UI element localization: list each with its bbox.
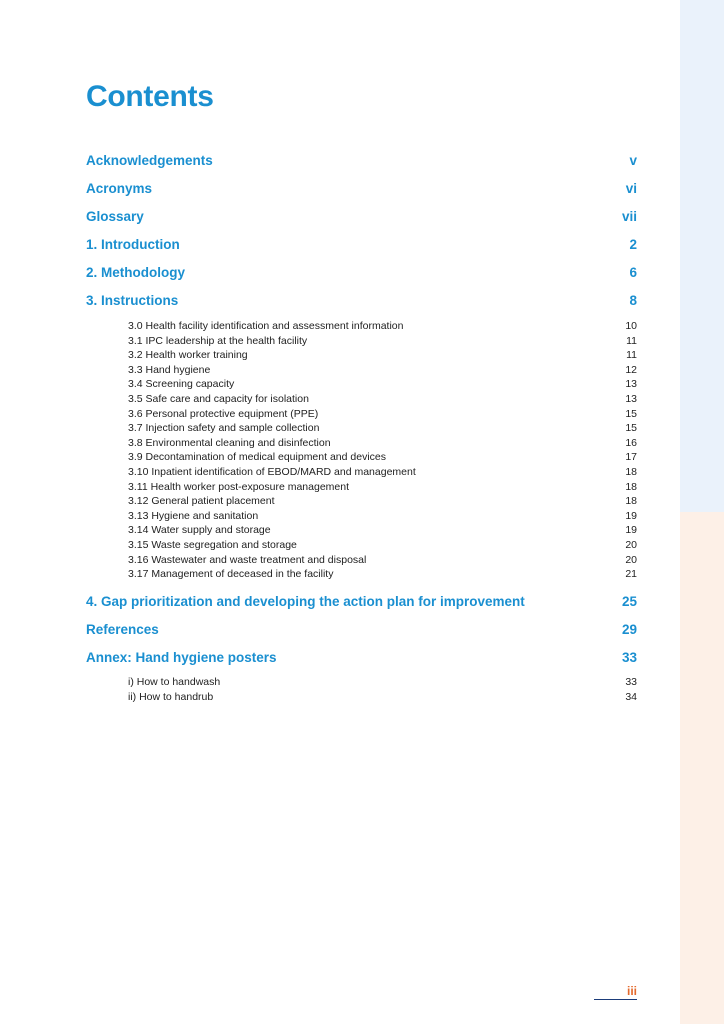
toc-subitem[interactable] [128, 436, 637, 450]
toc-subitem-label: i) How to handwash [128, 676, 221, 688]
page-number-rule [594, 999, 637, 1000]
toc-subitem-label: 3.10 Inpatient identification of EBOD/MARD and management [128, 466, 416, 478]
toc-subitem-label: 3.1 IPC leadership at the health facility [128, 334, 308, 347]
toc-subitem-label: 3.11 Health worker post-exposure management [128, 480, 350, 493]
toc-entry-page: v [629, 153, 637, 168]
toc-subitem-page: 20 [625, 553, 637, 566]
toc-subitem-page: 18 [625, 495, 637, 508]
toc-entry-label: Acronyms [86, 181, 153, 196]
side-band-blue [680, 0, 724, 512]
toc-entry-page: vi [625, 181, 637, 196]
toc-subitem[interactable] [128, 407, 637, 421]
toc-entry-page: 33 [621, 650, 637, 665]
toc-entry-label: 1. Introduction [86, 237, 180, 252]
page-title: Contents [86, 80, 214, 113]
toc-subitem-label: 3.0 Health facility identification and assessment information [128, 320, 404, 332]
toc-subitem-page: 18 [625, 466, 637, 478]
toc-subitem-label: 3.9 Decontamination of medical equipment and devices [128, 451, 386, 464]
toc-entry-label: 3. Instructions [86, 293, 179, 308]
side-band-peach [680, 512, 724, 1024]
toc-subitem[interactable] [128, 509, 637, 523]
toc-subitem-label: 3.7 Injection safety and sample collection [128, 422, 320, 435]
toc-subitem-label: 3.8 Environmental cleaning and disinfection [128, 436, 331, 449]
toc-subitem[interactable] [128, 377, 637, 391]
toc-subitem-page: 33 [625, 676, 637, 688]
toc-entry-label: Glossary [86, 209, 144, 224]
toc-subitem[interactable] [128, 334, 637, 348]
toc-subitem-label: 3.14 Water supply and storage [128, 524, 271, 537]
toc-subitem-page: 10 [625, 320, 637, 332]
toc-entry-label: 4. Gap prioritization and developing the action plan for improvement [86, 594, 525, 609]
toc-entry-page: 2 [629, 237, 637, 252]
page-number: iii [626, 984, 637, 998]
toc-entry-label: References [86, 622, 159, 637]
toc-subitem-page: 11 [626, 349, 637, 362]
toc-subitem-page: 19 [625, 524, 637, 537]
toc-acronyms[interactable] [86, 180, 637, 198]
toc-subitem-label: ii) How to handrub [128, 691, 214, 703]
toc-subitem[interactable] [128, 494, 637, 508]
toc-subitem-page: 15 [625, 407, 637, 420]
toc-annex[interactable] [86, 649, 637, 667]
toc-introduction[interactable] [86, 236, 637, 254]
toc-subitem[interactable] [128, 690, 637, 704]
toc-entry-page: 8 [629, 293, 637, 308]
toc-subitem[interactable] [128, 675, 637, 689]
toc-subitem-label: 3.5 Safe care and capacity for isolation [128, 393, 309, 405]
toc-subitem-page: 19 [625, 509, 637, 522]
toc-subitem[interactable] [128, 523, 637, 537]
toc-subitem-page: 13 [625, 378, 637, 391]
toc-subitem-page: 17 [625, 451, 637, 464]
toc-acknowledgements[interactable] [86, 152, 637, 170]
toc-subitem[interactable] [128, 450, 637, 464]
toc-subitem-label: 3.17 Management of deceased in the facility [128, 568, 334, 581]
toc-entry-page: vii [621, 209, 637, 224]
toc-subitem[interactable] [128, 421, 637, 435]
toc-glossary[interactable] [86, 208, 637, 226]
toc-subitem-page: 16 [625, 436, 637, 449]
toc-subitem-label: 3.3 Hand hygiene [128, 363, 211, 376]
toc-methodology[interactable] [86, 264, 637, 282]
toc-subitem-label: 3.15 Waste segregation and storage [128, 539, 297, 551]
toc-subitem-label: 3.16 Wastewater and waste treatment and disposal [128, 553, 367, 566]
toc-subitem[interactable] [128, 553, 637, 567]
toc-references[interactable] [86, 621, 637, 639]
toc-subitem[interactable] [128, 567, 637, 581]
toc-entry-page: 29 [621, 622, 637, 637]
toc-instructions[interactable] [86, 292, 637, 310]
toc-subitem-label: 3.4 Screening capacity [128, 378, 235, 391]
toc-subitem-label: 3.6 Personal protective equipment (PPE) [128, 407, 319, 420]
toc-subitem[interactable] [128, 480, 637, 494]
toc-subitem-page: 18 [625, 480, 637, 493]
toc-subitem[interactable] [128, 392, 637, 406]
toc-subitem[interactable] [128, 465, 637, 479]
toc-subitem-page: 20 [625, 539, 637, 551]
toc-subitem[interactable] [128, 538, 637, 552]
toc-subitem[interactable] [128, 363, 637, 377]
toc-subitem[interactable] [128, 348, 637, 362]
toc-subitem[interactable] [128, 319, 637, 333]
toc-subitem-label: 3.2 Health worker training [128, 349, 248, 362]
toc-subitem-page: 12 [625, 363, 637, 376]
toc-subitem-page: 15 [625, 422, 637, 435]
toc-subitem-page: 34 [625, 691, 637, 703]
toc-subitem-page: 21 [625, 568, 637, 581]
toc-subitem-page: 13 [625, 393, 637, 405]
toc-subitem-label: 3.12 General patient placement [128, 495, 275, 508]
toc-entry-label: 2. Methodology [86, 265, 185, 280]
toc-entry-label: Acknowledgements [86, 153, 213, 168]
toc-subitem-label: 3.13 Hygiene and sanitation [128, 509, 259, 522]
toc-subitem-page: 11 [626, 334, 637, 347]
toc-entry-page: 25 [621, 594, 637, 609]
toc-entry-page: 6 [629, 265, 637, 280]
toc-gap-prioritization[interactable] [86, 593, 637, 611]
toc-entry-label: Annex: Hand hygiene posters [86, 650, 277, 665]
